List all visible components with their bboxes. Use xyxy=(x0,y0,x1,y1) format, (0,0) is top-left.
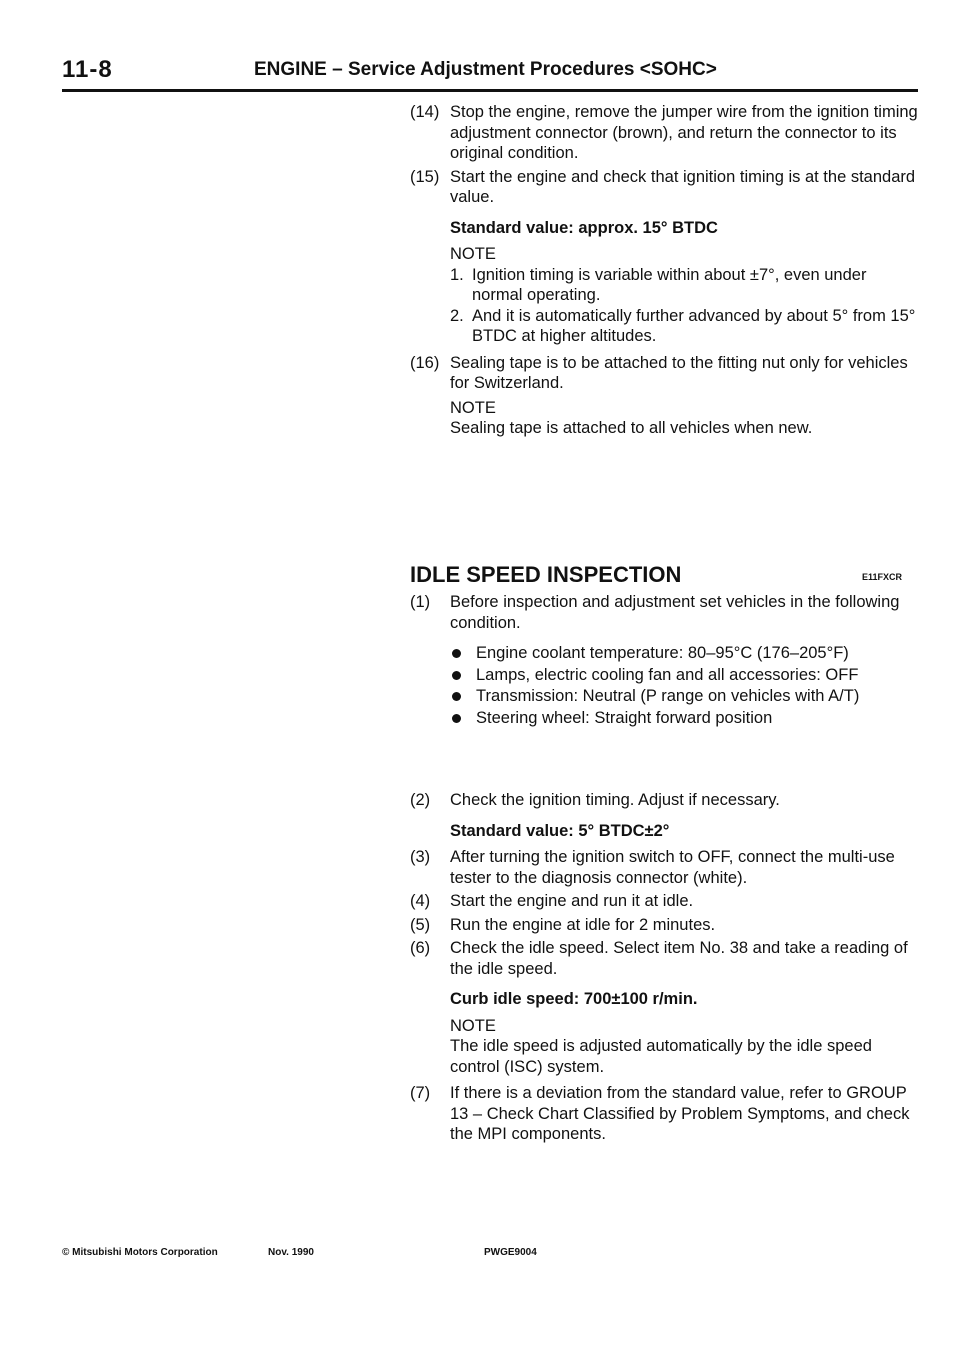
step-2: (2) Check the ignition timing. Adjust if necessary. xyxy=(410,791,780,809)
condition-list xyxy=(450,643,920,728)
step-1: (1) Before inspection and adjustment set vehicles in the following condition. xyxy=(410,593,900,632)
note-text-2: Sealing tape is attached to all vehicles when new. xyxy=(450,419,813,437)
steps-section-c xyxy=(410,790,920,1148)
list-item: Engine coolant temperature: 80–95°C (176–205°F) xyxy=(450,643,920,664)
bullet-icon xyxy=(452,649,461,658)
list-item: Steering wheel: Straight forward position xyxy=(450,708,920,729)
note-item-1: 1. Ignition timing is variable within about ±7°, even under normal operating. xyxy=(450,265,867,304)
bullet-icon xyxy=(452,692,461,701)
note-label-3: NOTE xyxy=(450,1016,496,1035)
note-label-2: NOTE xyxy=(450,398,496,417)
standard-value-15: Standard value: approx. 15° BTDC xyxy=(450,218,718,237)
note-label: NOTE xyxy=(450,245,496,263)
bullet-icon xyxy=(452,714,461,723)
footer-copyright: © Mitsubishi Motors Corporation xyxy=(62,1247,218,1258)
section-code: E11FXCR xyxy=(862,572,903,582)
standard-value-2: Standard value: 5° BTDC±2° xyxy=(450,821,670,840)
list-item: Lamps, electric cooling fan and all accessories: OFF xyxy=(450,665,920,686)
step-15: (15) Start the engine and check that ignition timing is at the standard value. xyxy=(410,167,916,206)
note-item-2: 2. And it is automatically further advanced by about 5° from 15° BTDC at higher altitudes. xyxy=(450,306,916,345)
header-rule xyxy=(62,89,918,92)
header-title: ENGINE – Service Adjustment Procedures <SOHC> xyxy=(254,59,717,80)
section-title: IDLE SPEED INSPECTION xyxy=(410,562,682,587)
footer-date: Nov. 1990 xyxy=(268,1247,314,1258)
curb-idle-speed: Curb idle speed: 700±100 r/min. xyxy=(450,990,698,1008)
step-16: (16) Sealing tape is to be attached to the fitting nut only for vehicles for Switzerland. xyxy=(410,353,908,392)
step-6: (6) Check the idle speed. Select item No. 38 and take a reading of the idle speed. xyxy=(410,939,908,978)
page-number: 11-8 xyxy=(62,56,113,83)
step-5: (5) Run the engine at idle for 2 minutes. xyxy=(410,915,716,934)
footer-code: PWGE9004 xyxy=(484,1247,537,1258)
note-list xyxy=(450,265,920,347)
list-item: Transmission: Neutral (P range on vehicles with A/T) xyxy=(450,686,920,707)
note-text-3: The idle speed is adjusted automatically by the idle speed control (ISC) system. xyxy=(450,1037,872,1076)
bullet-icon xyxy=(452,671,461,680)
step-7: (7) If there is a deviation from the standard value, refer to GROUP 13 – Check Chart Classified by Problem Symptoms, and check the MPI components. xyxy=(410,1084,910,1143)
steps-section-b xyxy=(410,592,920,729)
step-14: (14) Stop the engine, remove the jumper wire from the ignition timing adjustment connector (brown), and return the connector to its original condition. xyxy=(410,103,918,162)
step-3: (3) After turning the ignition switch to OFF, connect the multi-use tester to the diagnosis connector (white). xyxy=(410,848,895,887)
step-4: (4) Start the engine and run it at idle. xyxy=(410,892,694,910)
steps-section-a xyxy=(410,102,920,445)
